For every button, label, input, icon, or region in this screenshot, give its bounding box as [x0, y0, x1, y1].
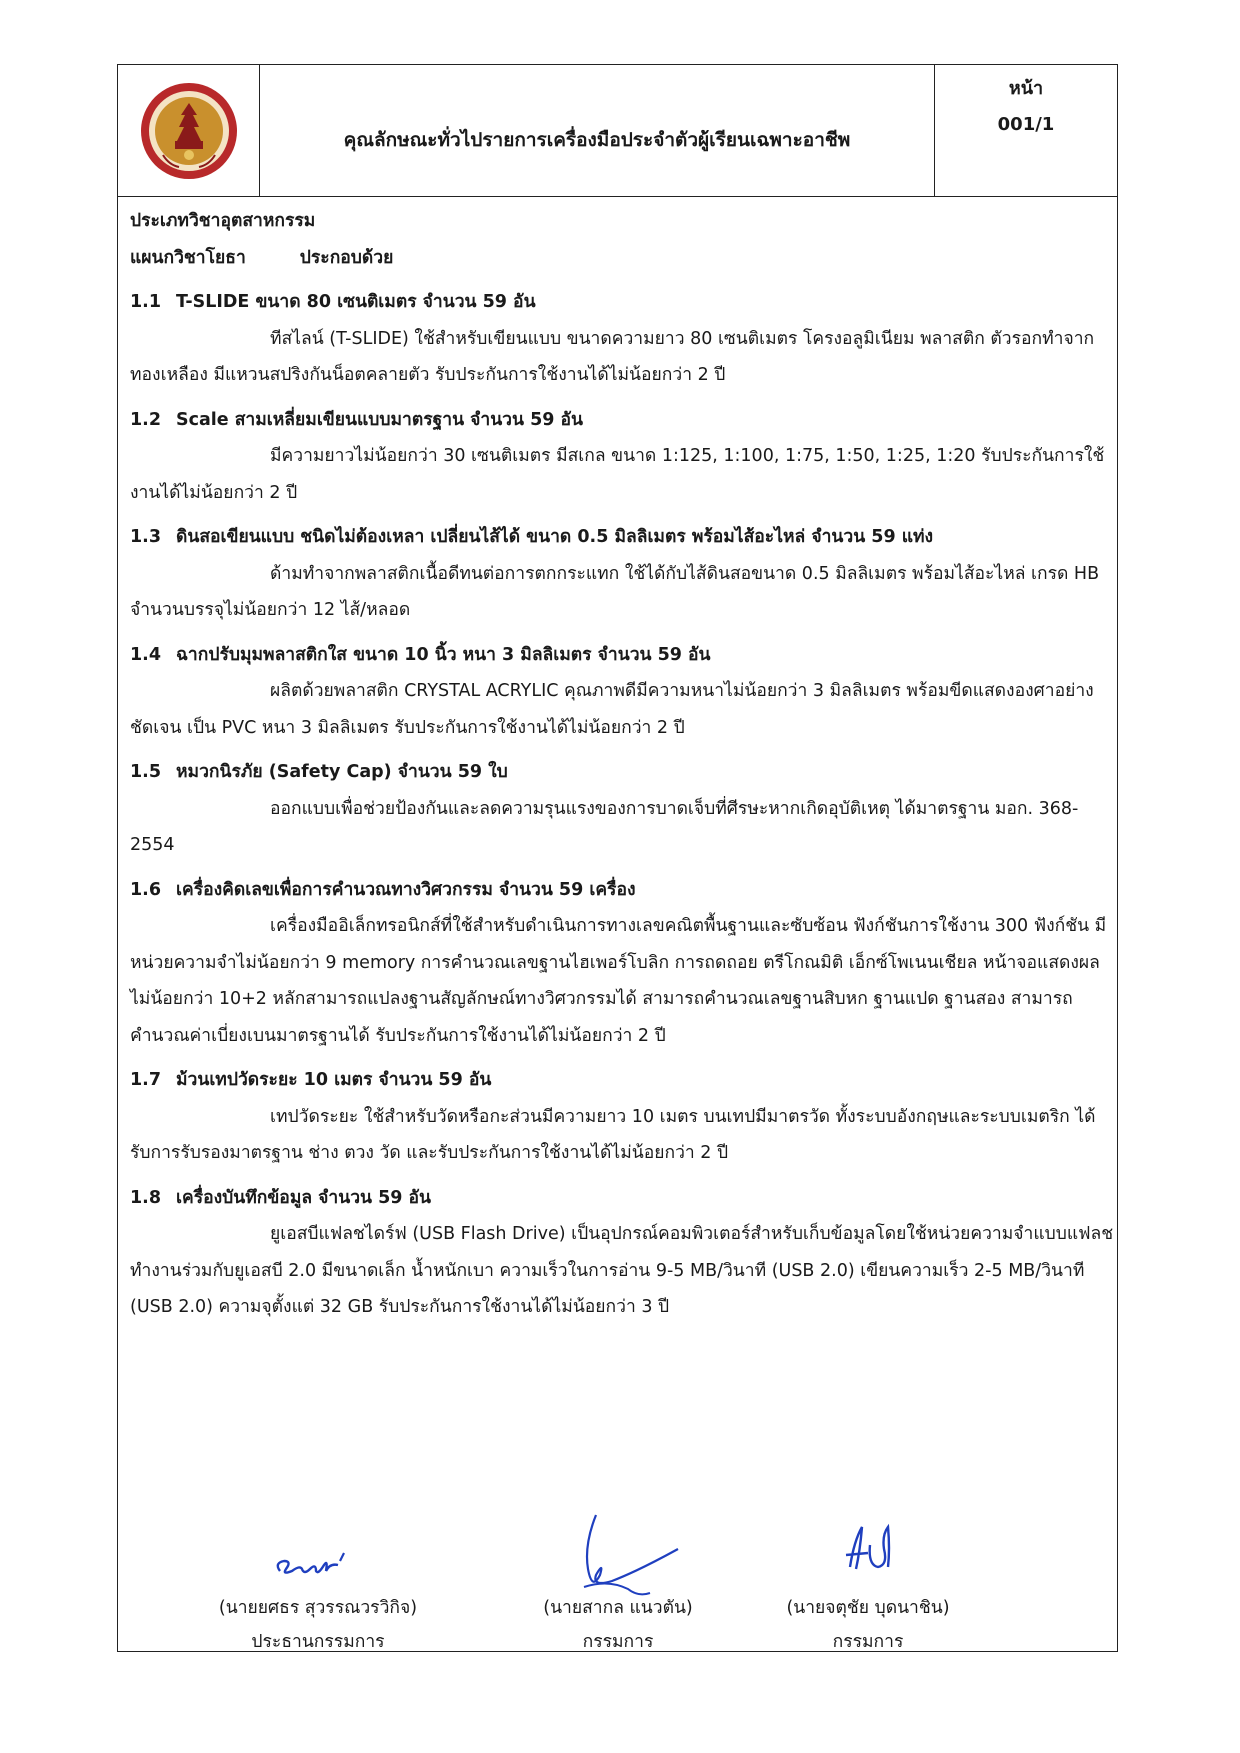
item-number: 1.3	[130, 527, 162, 547]
item-description: ออกแบบเพื่อช่วยป้องกันและลดความรุนแรงของการบาดเจ็บที่ศีรษะหากเกิดอุบัติเหตุ ได้มาตรฐาน มอก. 368-2554	[130, 798, 1079, 855]
item-title-text: T-SLIDE ขนาด 80 เซนติเมตร จำนวน 59 อัน	[176, 292, 536, 312]
item-title	[130, 519, 1115, 556]
item-title-text: Scale สามเหลี่ยมเขียนแบบมาตรฐาน จำนวน 59 อัน	[176, 409, 583, 430]
item-1-6	[130, 872, 1115, 1055]
item-title	[130, 1180, 1115, 1217]
signer-name: (นายสากล แนวตัน)	[543, 1598, 693, 1618]
item-title	[130, 754, 1115, 791]
item-number: 1.5	[130, 762, 162, 782]
item-description: ทีสไลน์ (T-SLIDE) ใช้สำหรับเขียนแบบ ขนาดความยาว 80 เซนติเมตร โครงอลูมิเนียม พลาสติก ตัวรอกทำจากทองเหลือง มีแหวนสปริงกันน็อตคลายตัว รับประกันการใช้งานได้ไม่น้อยกว่า 2 ปี	[130, 328, 1095, 385]
page-number-cell	[935, 65, 1117, 202]
item-number: 1.2	[130, 409, 162, 430]
item-description: มีความยาวไม่น้อยกว่า 30 เซนติเมตร มีสเกล ขนาด 1:125, 1:100, 1:75, 1:50, 1:25, 1:20 รับประกันการใช้งานได้ไม่น้อยกว่า 2 ปี	[130, 446, 1105, 503]
item-title-text: ดินสอเขียนแบบ ชนิดไม่ต้องเหลา เปลี่ยนไส้ได้ ขนาด 0.5 มิลลิเมตร พร้อมไส้อะไหล่ จำนวน 59 แท่ง	[176, 527, 934, 547]
vocational-education-seal-logo	[139, 81, 239, 181]
item-number: 1.4	[130, 644, 162, 665]
handwritten-signature	[738, 1505, 998, 1595]
signer-role: ประธานกรรมการ	[251, 1632, 385, 1652]
item-1-4	[130, 637, 1115, 747]
item-description: ผลิตด้วยพลาสติก CRYSTAL ACRYLIC คุณภาพดีมีความหนาไม่น้อยกว่า 3 มิลลิเมตร พร้อมขีดแสดงองศาอย่างชัดเจน เป็น PVC หนา 3 มิลลิเมตร รับประกันการใช้งานได้ไม่น้อยกว่า 2 ปี	[130, 681, 1094, 738]
document-header	[118, 65, 1117, 197]
item-description: ด้ามทำจากพลาสติกเนื้อดีทนต่อการตกกระแทก ใช้ได้กับไส้ดินสอขนาด 0.5 มิลลิเมตร พร้อมไส้อะไหล่ เกรด HB จำนวนบรรจุไม่น้อยกว่า 12 ไส้/หลอด	[130, 563, 1100, 620]
document-body	[130, 203, 1115, 1326]
page-label: หน้า	[1008, 78, 1044, 99]
signer-role: กรรมการ	[832, 1632, 904, 1652]
signer-name: (นายจตุชัย บุดนาชิน)	[786, 1598, 950, 1618]
item-description: เครื่องมืออิเล็กทรอนิกส์ที่ใช้สำหรับดำเนินการทางเลขคณิตพื้นฐานและซับซ้อน ฟังก์ชันการใช้งาน 300 ฟังก์ชัน มีหน่วยความจำไม่น้อยกว่า 9 memory การคำนวณเลขฐานไฮเพอร์โบลิก การถดถอย ตรีโกณมิติ เอ็กซ์โพเนนเชียล หน้าจอแสดงผลไม่น้อยกว่า 10+2 หลักสามารถแปลงฐานสัญลักษณ์ทางวิศวกรรมได้ สามารถคำนวณเลขฐานสิบหก ฐานแปด ฐานสอง สามารถคำนวณค่าเบี่ยงเบนมาตรฐานได้ รับประกันการใช้งานได้ไม่น้อยกว่า 2 ปี	[130, 916, 1107, 1046]
item-1-1	[130, 284, 1115, 394]
item-description: ยูเอสบีแฟลชไดร์ฟ (USB Flash Drive) เป็นอุปกรณ์คอมพิวเตอร์สำหรับเก็บข้อมูลโดยใช้หน่วยความจำแบบแฟลช ทำงานร่วมกับยูเอสบี 2.0 มีขนาดเล็ก น้ำหนักเบา ความเร็วในการอ่าน 9-5 MB/วินาที (USB 2.0) เขียนความเร็ว 2-5 MB/วินาที (USB 2.0) ความจุตั้งแต่ 32 GB รับประกันการใช้งานได้ไม่น้อยกว่า 3 ปี	[130, 1224, 1114, 1317]
item-title	[130, 637, 1115, 674]
item-1-7	[130, 1062, 1115, 1172]
item-number: 1.6	[130, 879, 162, 900]
item-title	[130, 1062, 1115, 1099]
item-title	[130, 402, 1115, 439]
signer-role: กรรมการ	[582, 1632, 654, 1652]
signer-name: (นายยศธร สุวรรณวรวิกิจ)	[218, 1598, 418, 1618]
department-name: แผนกวิชาโยธา	[130, 247, 246, 268]
item-1-2	[130, 402, 1115, 512]
item-title-text: เครื่องคิดเลขเพื่อการคำนวณทางวิศวกรรม จำนวน 59 เครื่อง	[176, 879, 636, 900]
signature-block-member-2	[738, 1505, 998, 1653]
item-1-3	[130, 519, 1115, 629]
signature-block-chairman	[188, 1505, 448, 1653]
department-heading	[130, 240, 1115, 277]
item-title-text: ม้วนเทปวัดระยะ 10 เมตร จำนวน 59 อัน	[176, 1070, 492, 1090]
handwritten-signature	[188, 1505, 448, 1595]
item-title-text: ฉากปรับมุมพลาสติกใส ขนาด 10 นิ้ว หนา 3 มิลลิเมตร จำนวน 59 อัน	[176, 644, 711, 665]
category-heading: ประเภทวิชาอุตสาหกรรม	[130, 211, 316, 231]
item-title	[130, 284, 1115, 321]
signature-block-member-1	[488, 1505, 748, 1653]
item-title-text: เครื่องบันทึกข้อมูล จำนวน 59 อัน	[176, 1187, 432, 1208]
item-number: 1.1	[130, 292, 162, 312]
logo-cell	[118, 65, 260, 196]
consists-of-label: ประกอบด้วย	[299, 247, 394, 268]
document-title: คุณลักษณะทั่วไปรายการเครื่องมือประจำตัวผู้เรียนเฉพาะอาชีพ	[260, 65, 935, 196]
item-title-text: หมวกนิรภัย (Safety Cap) จำนวน 59 ใบ	[176, 762, 508, 782]
item-1-5	[130, 754, 1115, 864]
item-title	[130, 872, 1115, 909]
signature-area	[118, 1505, 1117, 1653]
item-1-8	[130, 1180, 1115, 1326]
item-number: 1.7	[130, 1070, 162, 1090]
item-number: 1.8	[130, 1187, 162, 1208]
page-number: 001/1	[997, 114, 1055, 135]
handwritten-signature	[488, 1505, 748, 1605]
document-frame	[117, 64, 1118, 1652]
item-description: เทปวัดระยะ ใช้สำหรับวัดหรือกะส่วนมีความยาว 10 เมตร บนเทปมีมาตรวัด ทั้งระบบอังกฤษและระบบเมตริก ได้รับการรับรองมาตรฐาน ช่าง ตวง วัด และรับประกันการใช้งานได้ไม่น้อยกว่า 2 ปี	[130, 1106, 1096, 1163]
